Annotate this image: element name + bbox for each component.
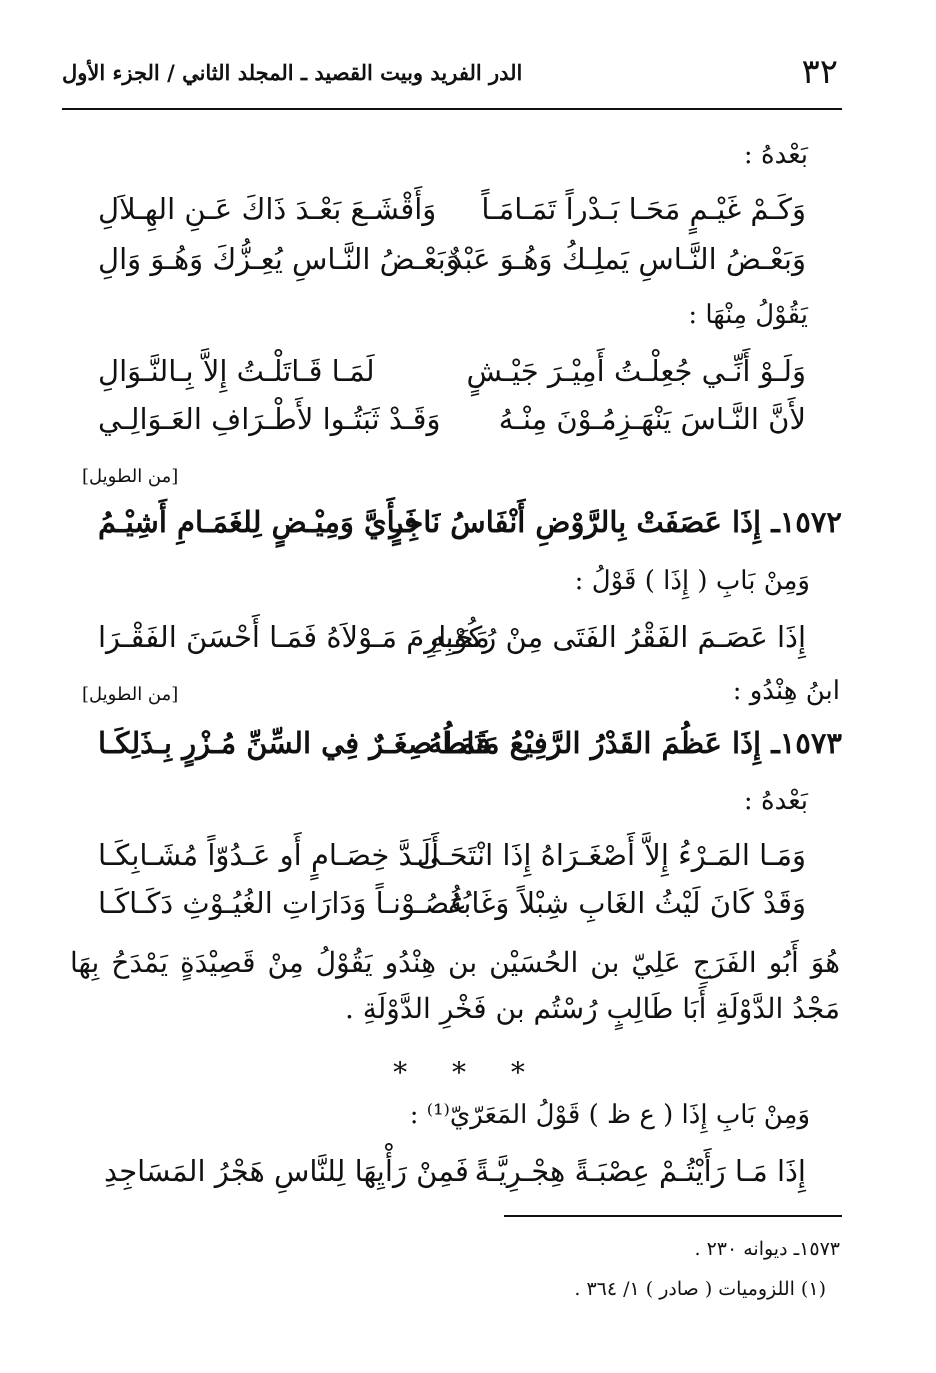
hemistich-left: فَمَـا صِغَـرٌ فِي السِّنِّ مُـزْرٍ بِـذَلِكَـا (98, 726, 491, 760)
meter-label-1: [من الطويل] (82, 466, 179, 487)
hemistich-right: وَمَـا المَـرْءُ إِلاَّ أَصْغَـرَاهُ إِذَا انْتَحَـى (416, 838, 806, 872)
header-divider (62, 108, 842, 110)
hemistich-left: غُصُـوْنـاً وَدَارَاتِ الغُيُـوْثِ دَكَـاكَـا (98, 886, 465, 920)
page-number: ٣٢ (801, 52, 838, 92)
prose-paragraph: هُوَ أَبُو الفَرَجِ عَلِيّ بن الحُسَيْن بن هِنْدُو يَقُوْلُ مِنْ قَصِيْدَةٍ يَمْدَحُ بِهَا مَجْدُ الدَّوْلَةِ أَبَا طَالِبٍ رُسْتُم بن فَخْرِ الدَّوْلَةِ . (70, 946, 840, 1025)
hemistich-text: إِذَا عَصَفَتْ بِالرَّوْضِ أَنْفَاسُ نَاجِرٍ (389, 505, 762, 539)
footnote-1: (١) اللزوميات ( صادر ) ١/ ٣٦٤ . (574, 1278, 826, 1300)
hemistich-right: وَبَعْـضُ النَّـاسِ يَملِـكُ وَهُـوَ عَبْدٌ (449, 242, 806, 276)
label-after-2: بَعْدهُ : (743, 786, 808, 816)
hemistich-left: وَأَقْشَـعَ بَعْـدَ ذَاكَ عَـنِ الهِـلاَلِ (98, 192, 437, 226)
verse-number: ١٥٧٢ـ (771, 505, 842, 539)
hemistich-text: إِذَا عَظُمَ القَدْرُ الرَّفِيْعُ مَنَاطُهُ (427, 726, 762, 760)
hemistich-right: وَقَدْ كَانَ لَيْثُ الغَابِ شِبْلاً وَغَابُهُ (447, 886, 806, 920)
hemistich-left: فَمِنْ رَأْيِهَا لِلنَّاسِ هَجْرُ المَسَاجِدِ (104, 1154, 469, 1188)
hemistich-left: مَحَـارِمَ مَـوْلاَهُ فَمَـا أَحْسَنَ الفَقْـرَا (98, 620, 490, 654)
hemistich-left: لَمَـا قَـاتَلْـتُ إِلاَّ بِـالنَّـوَالِ (98, 354, 375, 388)
hemistich-right (389, 505, 842, 539)
hemistich-left: وَبَعْـضُ النَّـاسِ يُعِـزُّكَ وَهُـوَ وَالِ (98, 242, 460, 276)
section-stars: * * * (393, 1056, 543, 1089)
label-bab-1: وَمِنْ بَابِ ( إِذَا ) قَوْلُ : (574, 566, 810, 596)
hemistich-right: وَكَـمْ غَيْـمٍ مَحَـا بَـدْراً تَمَـامَـاً (481, 192, 806, 226)
hemistich-left: فَـأَيَّ وَمِيْـضٍ لِلغَمَـامِ أَشِيْـمُ (98, 505, 418, 539)
hemistich-left: أَلَـدَّ خِصَـامٍ أَو عَـدُوّاً مُشَـابِكَـا (98, 838, 440, 872)
verse-number: ١٥٧٣ـ (771, 726, 842, 760)
hemistich-right: وَلَـوْ أَنِّـي جُعِلْـتُ أَمِيْـرَ جَيْـشٍ (466, 354, 806, 388)
footnote-1573: ١٥٧٣ـ ديوانه ٢٣٠ . (694, 1238, 840, 1260)
meter-label-2: [من الطويل] (82, 684, 179, 705)
footnote-divider (504, 1215, 842, 1217)
hemistich-right: إِذَا مَـا رَأَيْتُـمْ عِصْبَـةً هِجْـرِيَّـةً (474, 1154, 806, 1188)
running-header-title: الدر الفريد وبيت القصيد ـ المجلد الثاني / الجزء الأول (62, 60, 523, 85)
label-poet: ابنُ هِنْدُو : (732, 676, 840, 706)
hemistich-right: لأَنَّ النَّـاسَ يَنْهَـزِمُـوْنَ مِنْـهُ (498, 402, 806, 436)
label-says: يَقُوْلُ مِنْهَا : (688, 300, 808, 330)
hemistich-right: إِذَا عَصَـمَ الفَقْرُ الفَتَى مِنْ رُكُوْبِهِ (429, 620, 806, 654)
label-after-1: بَعْدهُ : (743, 140, 808, 170)
label-bab-2: وَمِنْ بَابِ إِذَا ( ع ظ ) قَوْلُ المَعَرّيّ⁽¹⁾ : (409, 1100, 810, 1130)
hemistich-left: وَقَـدْ ثَبَتُـوا لأَطْـرَافِ العَـوَالِـي (98, 402, 441, 436)
